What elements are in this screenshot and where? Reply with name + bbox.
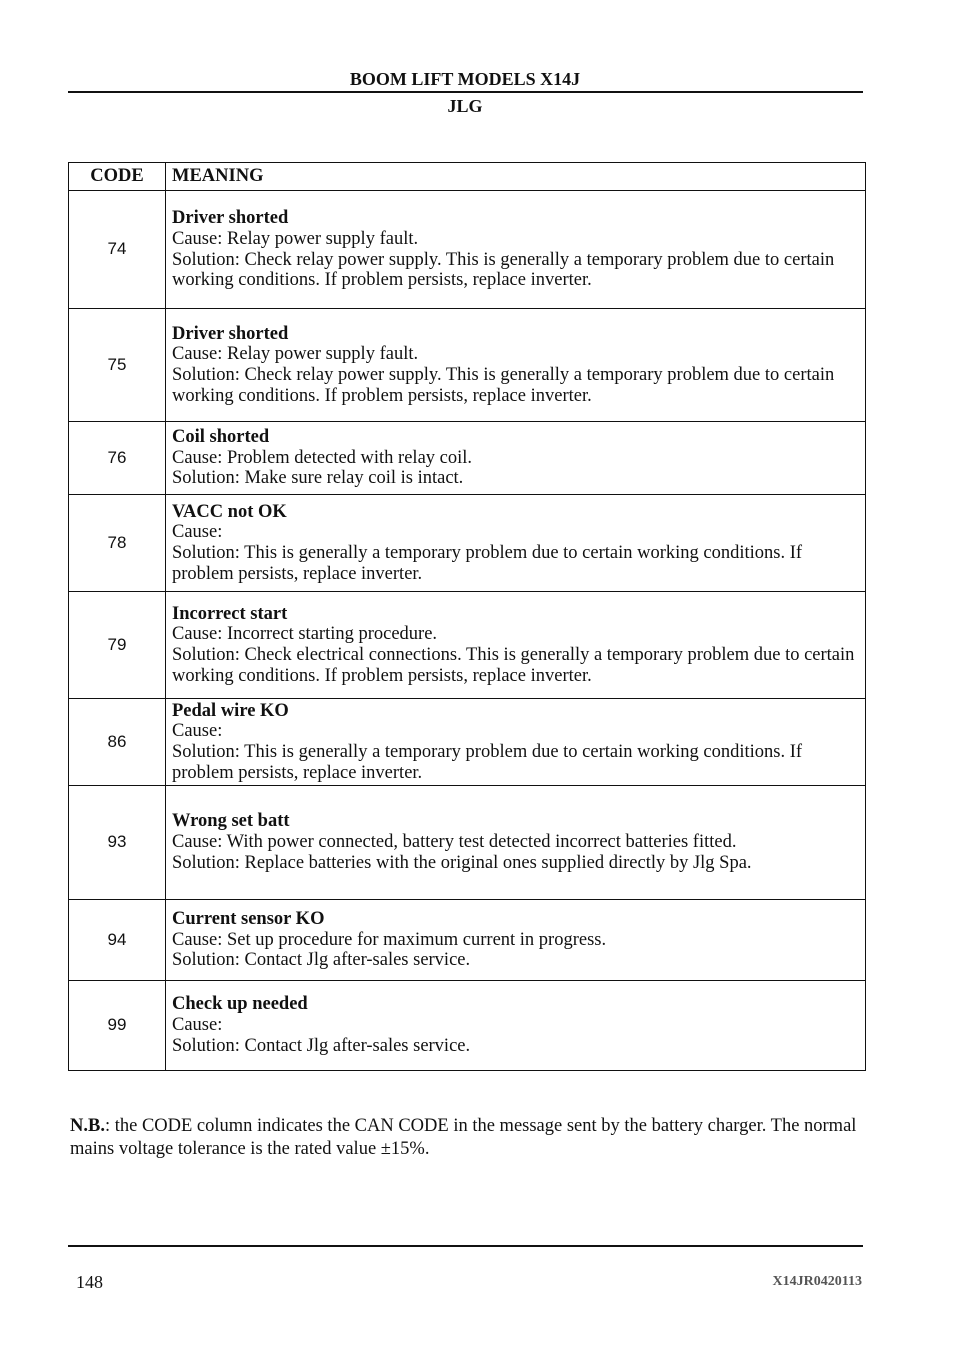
meaning-solution: Solution: Contact Jlg after-sales service.: [172, 1035, 471, 1056]
table-row: [69, 495, 866, 592]
table-row: [69, 900, 866, 981]
meaning-cause: Cause:: [172, 721, 223, 742]
header-brand: JLG: [447, 96, 483, 116]
code-cell: 86: [69, 699, 166, 786]
meaning-title: Current sensor KO: [172, 908, 325, 929]
table-row: [69, 191, 866, 309]
meaning-cell: [166, 191, 866, 309]
meaning-cell: [166, 592, 866, 699]
table-row: [69, 786, 866, 900]
meaning-cell: [166, 495, 866, 592]
meaning-solution: Solution: This is generally a temporary problem due to certain working conditions. If problem persists, replace inverter.: [172, 543, 803, 584]
meaning-cause: Cause: Relay power supply fault.: [172, 344, 419, 365]
footer-divider: [68, 1245, 863, 1247]
meaning-title: Driver shorted: [172, 323, 289, 344]
code-cell: 79: [69, 592, 166, 699]
table-row: [69, 699, 866, 786]
meaning-cell: [166, 699, 866, 786]
code-cell: 76: [69, 422, 166, 495]
meaning-cause: Cause: Relay power supply fault.: [172, 228, 419, 249]
note-label: N.B.: [70, 1116, 105, 1136]
table-row: [69, 422, 866, 495]
meaning-cell: [166, 422, 866, 495]
page-number: 148: [76, 1272, 103, 1292]
meaning-solution: Solution: Check electrical connections. This is generally a temporary problem due to certain working conditions. If problem persists, replace inverter.: [172, 645, 855, 686]
code-cell: 75: [69, 309, 166, 422]
note-text: : the CODE column indicates the CAN CODE in the message sent by the battery charger. The normal mains voltage tolerance is the rated value ±15%.: [70, 1116, 857, 1159]
meaning-title: Pedal wire KO: [172, 700, 289, 721]
meaning-cell: [166, 309, 866, 422]
meaning-cause: Cause: Set up procedure for maximum current in progress.: [172, 929, 607, 950]
meaning-cell: [166, 900, 866, 981]
header-divider: [68, 91, 863, 93]
header-model-title: BOOM LIFT MODELS X14J: [349, 69, 581, 89]
meaning-title: Incorrect start: [172, 603, 288, 624]
table-row: [69, 309, 866, 422]
meaning-title: Driver shorted: [172, 208, 289, 229]
error-code-table: [68, 162, 866, 1071]
table-row: [69, 981, 866, 1071]
meaning-title: Wrong set batt: [172, 811, 290, 832]
meaning-cell: [166, 981, 866, 1071]
document-code: X14JR0420113: [772, 1274, 862, 1289]
meaning-solution: Solution: Replace batteries with the original ones supplied directly by Jlg Spa.: [172, 852, 752, 873]
meaning-title: Coil shorted: [172, 426, 270, 447]
meaning-title: VACC not OK: [172, 501, 287, 522]
column-header-meaning: MEANING: [166, 163, 866, 191]
code-cell: 99: [69, 981, 166, 1071]
meaning-cause: Cause: With power connected, battery test detected incorrect batteries fitted.: [172, 832, 737, 853]
table-header-row: [69, 163, 866, 191]
code-cell: 74: [69, 191, 166, 309]
code-cell: 78: [69, 495, 166, 592]
meaning-solution: Solution: Make sure relay coil is intact.: [172, 468, 464, 489]
meaning-cause: Cause: Problem detected with relay coil.: [172, 447, 473, 468]
meaning-cell: [166, 786, 866, 900]
note-paragraph: [70, 1115, 870, 1161]
column-header-code: CODE: [69, 163, 166, 191]
meaning-title: Check up needed: [172, 994, 308, 1015]
meaning-cause: Cause: Incorrect starting procedure.: [172, 624, 438, 645]
code-cell: 94: [69, 900, 166, 981]
meaning-solution: Solution: Check relay power supply. This is generally a temporary problem due to certain working conditions. If problem persists, replace inverter.: [172, 365, 835, 406]
code-cell: 93: [69, 786, 166, 900]
meaning-solution: Solution: Check relay power supply. This is generally a temporary problem due to certain working conditions. If problem persists, replace inverter.: [172, 249, 835, 291]
meaning-solution: Solution: This is generally a temporary problem due to certain working conditions. If problem persists, replace inverter.: [172, 742, 803, 783]
table-row: [69, 592, 866, 699]
meaning-cause: Cause:: [172, 1015, 223, 1036]
meaning-solution: Solution: Contact Jlg after-sales service.: [172, 950, 471, 971]
meaning-cause: Cause:: [172, 522, 223, 543]
